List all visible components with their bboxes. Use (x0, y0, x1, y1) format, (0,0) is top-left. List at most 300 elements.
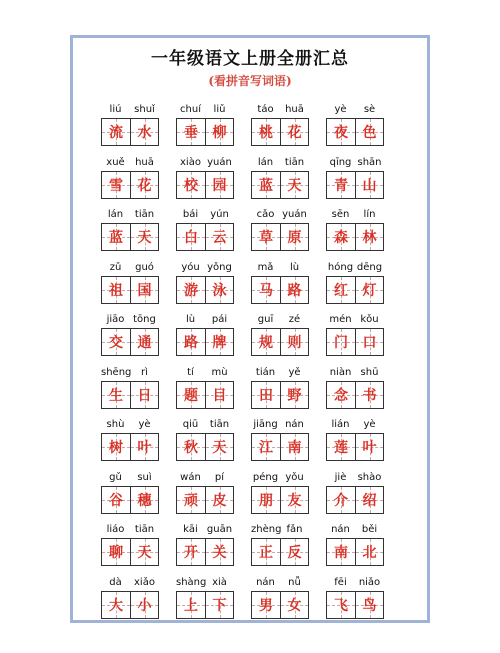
tianzige-boxes (326, 171, 384, 199)
chinese-character: 生 (109, 387, 123, 404)
pinyin-syllable: tiān (284, 156, 305, 168)
word-item (251, 258, 326, 311)
chinese-character: 飞 (334, 597, 348, 614)
character-box (280, 119, 308, 145)
character-box (205, 329, 233, 355)
pinyin-line (101, 157, 159, 168)
tianzige-boxes (326, 381, 384, 409)
tianzige-boxes (326, 538, 384, 566)
pinyin-syllable: jiè (334, 471, 347, 483)
pinyin-line (251, 524, 309, 535)
chinese-character: 云 (212, 230, 227, 246)
character-box (327, 487, 355, 513)
chinese-character: 则 (287, 335, 302, 351)
chinese-character: 秋 (184, 440, 198, 456)
pinyin-line (176, 419, 234, 430)
chinese-character: 鸟 (362, 597, 377, 614)
chinese-character: 蓝 (109, 230, 123, 246)
character-box (252, 329, 280, 355)
pinyin-syllable: nán (285, 419, 304, 430)
character-box (327, 329, 355, 355)
chinese-character: 森 (334, 230, 348, 246)
pinyin-line (101, 209, 159, 220)
character-box (102, 487, 130, 513)
pinyin-syllable: liú (109, 104, 122, 115)
pinyin-line (176, 104, 234, 115)
character-box (130, 172, 158, 198)
word-item (176, 415, 251, 468)
chinese-character: 叶 (362, 440, 377, 456)
word-item (326, 310, 401, 363)
character-box (327, 172, 355, 198)
pinyin-line (326, 262, 384, 273)
page-title: 一年级语文上册全册汇总 (151, 49, 349, 69)
character-box (130, 434, 158, 460)
pinyin-syllable: guān (206, 524, 233, 535)
character-box (252, 539, 280, 565)
pinyin-line (101, 419, 159, 430)
tianzige-boxes (326, 223, 384, 251)
pinyin-syllable: hóng (327, 261, 354, 273)
tianzige-boxes (101, 171, 159, 199)
pinyin-syllable: shù (106, 419, 125, 430)
pinyin-line (176, 577, 234, 588)
tianzige-boxes (101, 118, 159, 146)
chinese-character: 开 (184, 545, 198, 561)
word-item (101, 258, 176, 311)
pinyin-syllable: guī (257, 314, 274, 325)
character-box (280, 487, 308, 513)
chinese-character: 口 (362, 335, 377, 351)
pinyin-line (326, 524, 384, 535)
chinese-character: 目 (212, 387, 227, 404)
pinyin-syllable: dēng (356, 261, 383, 273)
character-box (177, 592, 205, 618)
pinyin-syllable: yè (138, 419, 151, 430)
chinese-character: 通 (137, 335, 152, 351)
character-box (280, 539, 308, 565)
character-box (102, 277, 130, 303)
pinyin-line (176, 367, 234, 378)
pinyin-line (326, 577, 384, 588)
pinyin-line (251, 314, 309, 325)
character-box (327, 119, 355, 145)
character-box (355, 382, 383, 408)
chinese-character: 下 (212, 597, 227, 614)
pinyin-syllable: chuí (180, 104, 201, 115)
pinyin-syllable: lán (257, 156, 274, 168)
pinyin-syllable: mén (329, 314, 352, 325)
word-item (176, 258, 251, 311)
character-box (177, 382, 205, 408)
pinyin-syllable: nán (331, 524, 350, 535)
pinyin-syllable: qiū (182, 419, 199, 430)
character-box (355, 277, 383, 303)
chinese-character: 江 (259, 440, 273, 456)
tianzige-boxes (101, 538, 159, 566)
word-item (101, 153, 176, 206)
character-box (205, 382, 233, 408)
character-box (177, 434, 205, 460)
pinyin-syllable: qīng (329, 156, 352, 168)
word-item (176, 363, 251, 416)
pinyin-syllable: lán (107, 209, 124, 220)
character-box (327, 277, 355, 303)
worksheet-frame (70, 35, 430, 623)
pinyin-syllable: bái (182, 209, 199, 220)
word-item (101, 415, 176, 468)
pinyin-syllable: dà (109, 576, 122, 588)
character-box (130, 539, 158, 565)
pinyin-syllable: sēn (331, 209, 350, 220)
pinyin-syllable: yǒng (207, 261, 232, 273)
tianzige-boxes (326, 328, 384, 356)
chinese-character: 绍 (362, 492, 377, 509)
character-box (252, 172, 280, 198)
chinese-character: 田 (259, 387, 273, 404)
pinyin-syllable: cǎo (256, 209, 275, 220)
chinese-character: 皮 (212, 492, 227, 509)
pinyin-syllable: shān (357, 156, 382, 168)
chinese-character: 穗 (137, 492, 152, 509)
word-item (101, 573, 176, 626)
pinyin-syllable: pí (214, 471, 225, 483)
pinyin-syllable: tí (187, 366, 194, 378)
pinyin-syllable: péng (252, 471, 279, 483)
tianzige-boxes (326, 118, 384, 146)
character-box (205, 434, 233, 460)
pinyin-syllable: yóu (181, 261, 200, 273)
character-box (130, 277, 158, 303)
pinyin-line (251, 577, 309, 588)
character-box (102, 434, 130, 460)
pinyin-line (101, 104, 159, 115)
chinese-character: 日 (137, 387, 152, 404)
word-item (251, 363, 326, 416)
character-box (355, 539, 383, 565)
tianzige-boxes (101, 381, 159, 409)
pinyin-syllable: rì (141, 366, 148, 378)
tianzige-boxes (176, 223, 234, 251)
chinese-character: 路 (287, 282, 302, 299)
pinyin-syllable: pái (211, 314, 228, 325)
character-box (102, 224, 130, 250)
character-box (355, 487, 383, 513)
pinyin-line (326, 419, 384, 430)
pinyin-syllable: shū (360, 366, 379, 378)
chinese-character: 谷 (109, 492, 123, 509)
chinese-character: 灯 (362, 282, 377, 299)
chinese-character: 雪 (109, 177, 123, 194)
character-box (252, 434, 280, 460)
tianzige-boxes (251, 328, 309, 356)
tianzige-boxes (176, 328, 234, 356)
word-item (326, 573, 401, 626)
pinyin-line (176, 157, 234, 168)
pinyin-syllable: yè (363, 419, 376, 430)
character-box (327, 382, 355, 408)
chinese-character: 顽 (184, 492, 198, 509)
chinese-character: 流 (109, 125, 123, 141)
chinese-character: 朋 (259, 492, 273, 509)
character-box (102, 172, 130, 198)
tianzige-boxes (326, 276, 384, 304)
chinese-character: 正 (259, 545, 273, 561)
chinese-character: 桃 (259, 125, 273, 141)
pinyin-syllable: tiān (209, 419, 230, 430)
character-box (102, 382, 130, 408)
pinyin-syllable: xià (212, 576, 227, 588)
tianzige-boxes (176, 276, 234, 304)
tianzige-boxes (176, 118, 234, 146)
chinese-character: 国 (137, 282, 152, 299)
pinyin-line (251, 367, 309, 378)
tianzige-boxes (251, 433, 309, 461)
pinyin-syllable: yě (288, 366, 301, 378)
chinese-character: 叶 (137, 440, 152, 456)
word-item (176, 520, 251, 573)
pinyin-syllable: kǒu (360, 314, 379, 325)
character-box (327, 434, 355, 460)
character-box (280, 277, 308, 303)
pinyin-line (251, 262, 309, 273)
tianzige-boxes (326, 486, 384, 514)
chinese-character: 聊 (109, 545, 123, 561)
tianzige-boxes (101, 328, 159, 356)
word-item (251, 205, 326, 258)
tianzige-boxes (101, 486, 159, 514)
chinese-character: 北 (362, 545, 377, 561)
pinyin-line (101, 314, 159, 325)
pinyin-syllable: jiāo (106, 314, 125, 325)
tianzige-boxes (251, 171, 309, 199)
pinyin-syllable: lín (363, 209, 376, 220)
pinyin-line (251, 104, 309, 115)
tianzige-boxes (176, 591, 234, 619)
pinyin-syllable: nǚ (288, 576, 301, 588)
chinese-character: 色 (362, 125, 377, 141)
character-box (280, 434, 308, 460)
chinese-character: 交 (109, 335, 123, 351)
word-item (176, 310, 251, 363)
chinese-character: 南 (334, 545, 348, 561)
chinese-character: 祖 (109, 282, 123, 299)
pinyin-syllable: yè (334, 104, 347, 115)
tianzige-boxes (251, 276, 309, 304)
character-box (102, 592, 130, 618)
pinyin-syllable: niǎo (358, 576, 381, 588)
pinyin-syllable: gǔ (109, 471, 122, 483)
character-box (252, 224, 280, 250)
word-item (326, 363, 401, 416)
chinese-character: 大 (109, 597, 123, 614)
character-box (280, 382, 308, 408)
pinyin-line (251, 419, 309, 430)
pinyin-line (326, 472, 384, 483)
pinyin-syllable: yǒu (285, 471, 304, 483)
tianzige-boxes (251, 538, 309, 566)
character-box (102, 329, 130, 355)
character-box (280, 172, 308, 198)
pinyin-syllable: kāi (183, 524, 198, 535)
pinyin-syllable: huā (135, 156, 154, 168)
tianzige-boxes (251, 223, 309, 251)
word-item (326, 520, 401, 573)
tianzige-boxes (176, 486, 234, 514)
pinyin-line (251, 157, 309, 168)
pinyin-syllable: xiǎo (134, 576, 155, 588)
pinyin-syllable: běi (361, 524, 378, 535)
word-item (101, 468, 176, 521)
pinyin-line (101, 472, 159, 483)
word-item (101, 100, 176, 153)
character-box (177, 119, 205, 145)
tianzige-boxes (176, 381, 234, 409)
tianzige-boxes (251, 591, 309, 619)
chinese-character: 蓝 (259, 177, 273, 194)
character-box (252, 487, 280, 513)
character-box (280, 329, 308, 355)
character-box (177, 539, 205, 565)
character-box (205, 539, 233, 565)
pinyin-syllable: shàng (176, 576, 207, 588)
character-box (205, 592, 233, 618)
pinyin-line (101, 524, 159, 535)
chinese-character: 水 (137, 125, 152, 141)
tianzige-boxes (326, 433, 384, 461)
pinyin-syllable: zé (288, 314, 301, 325)
page-subtitle: (看拼音写词语) (208, 74, 292, 88)
tianzige-boxes (176, 538, 234, 566)
chinese-character: 泳 (212, 282, 227, 299)
chinese-character: 柳 (212, 125, 227, 141)
pinyin-syllable: nán (256, 576, 275, 588)
pinyin-syllable: suì (137, 471, 152, 483)
character-box (252, 119, 280, 145)
pinyin-syllable: lù (185, 314, 196, 325)
chinese-character: 规 (259, 335, 273, 351)
pinyin-syllable: táo (257, 104, 274, 115)
character-box (177, 487, 205, 513)
character-box (130, 382, 158, 408)
word-item (326, 153, 401, 206)
pinyin-line (326, 157, 384, 168)
chinese-character: 园 (212, 177, 227, 194)
pinyin-line (251, 472, 309, 483)
word-item (251, 310, 326, 363)
chinese-character: 天 (287, 177, 302, 194)
character-box (102, 539, 130, 565)
word-item (326, 415, 401, 468)
word-item (251, 468, 326, 521)
word-grid (101, 100, 401, 625)
tianzige-boxes (326, 591, 384, 619)
pinyin-syllable: guó (135, 261, 154, 273)
character-box (130, 224, 158, 250)
character-box (252, 277, 280, 303)
word-item (326, 258, 401, 311)
pinyin-syllable: liǔ (213, 104, 226, 115)
chinese-character: 天 (137, 545, 152, 561)
chinese-character: 花 (287, 125, 302, 141)
chinese-character: 天 (137, 230, 152, 246)
pinyin-syllable: tōng (133, 314, 156, 325)
chinese-character: 花 (137, 177, 152, 194)
character-box (252, 592, 280, 618)
tianzige-boxes (101, 433, 159, 461)
pinyin-syllable: huā (285, 104, 304, 115)
pinyin-line (101, 367, 159, 378)
pinyin-syllable: yuán (282, 209, 307, 220)
pinyin-syllable: niàn (329, 366, 352, 378)
character-box (355, 329, 383, 355)
pinyin-syllable: zǔ (109, 261, 122, 273)
character-box (177, 224, 205, 250)
tianzige-boxes (251, 381, 309, 409)
chinese-character: 书 (362, 387, 377, 404)
word-item (176, 100, 251, 153)
character-box (355, 592, 383, 618)
pinyin-syllable: yuán (207, 156, 232, 168)
pinyin-line (101, 262, 159, 273)
pinyin-syllable: mù (211, 366, 228, 378)
pinyin-syllable: yún (210, 209, 229, 220)
tianzige-boxes (176, 171, 234, 199)
chinese-character: 路 (184, 335, 198, 351)
pinyin-syllable: lián (331, 419, 350, 430)
character-box (177, 329, 205, 355)
pinyin-syllable: mǎ (257, 261, 274, 273)
character-box (355, 224, 383, 250)
character-box (280, 592, 308, 618)
chinese-character: 门 (334, 335, 348, 351)
character-box (355, 172, 383, 198)
tianzige-boxes (101, 223, 159, 251)
character-box (177, 172, 205, 198)
word-item (176, 205, 251, 258)
character-box (327, 224, 355, 250)
word-item (101, 205, 176, 258)
chinese-character: 草 (259, 230, 273, 246)
word-item (326, 205, 401, 258)
character-box (280, 224, 308, 250)
chinese-character: 女 (287, 597, 302, 614)
tianzige-boxes (251, 486, 309, 514)
pinyin-syllable: fǎn (286, 524, 303, 535)
character-box (130, 329, 158, 355)
pinyin-line (326, 367, 384, 378)
pinyin-syllable: jiāng (253, 419, 278, 430)
character-box (205, 119, 233, 145)
character-box (355, 119, 383, 145)
word-item (176, 153, 251, 206)
character-box (205, 172, 233, 198)
chinese-character: 关 (212, 545, 227, 561)
chinese-character: 垂 (184, 125, 198, 141)
chinese-character: 男 (259, 597, 273, 614)
chinese-character: 野 (287, 387, 302, 404)
character-box (130, 119, 158, 145)
tianzige-boxes (101, 591, 159, 619)
pinyin-line (176, 314, 234, 325)
pinyin-syllable: xiào (180, 156, 201, 168)
pinyin-syllable: tiān (134, 209, 155, 220)
character-box (252, 382, 280, 408)
word-item (176, 468, 251, 521)
character-box (177, 277, 205, 303)
pinyin-line (176, 524, 234, 535)
pinyin-syllable: shuǐ (134, 104, 155, 115)
